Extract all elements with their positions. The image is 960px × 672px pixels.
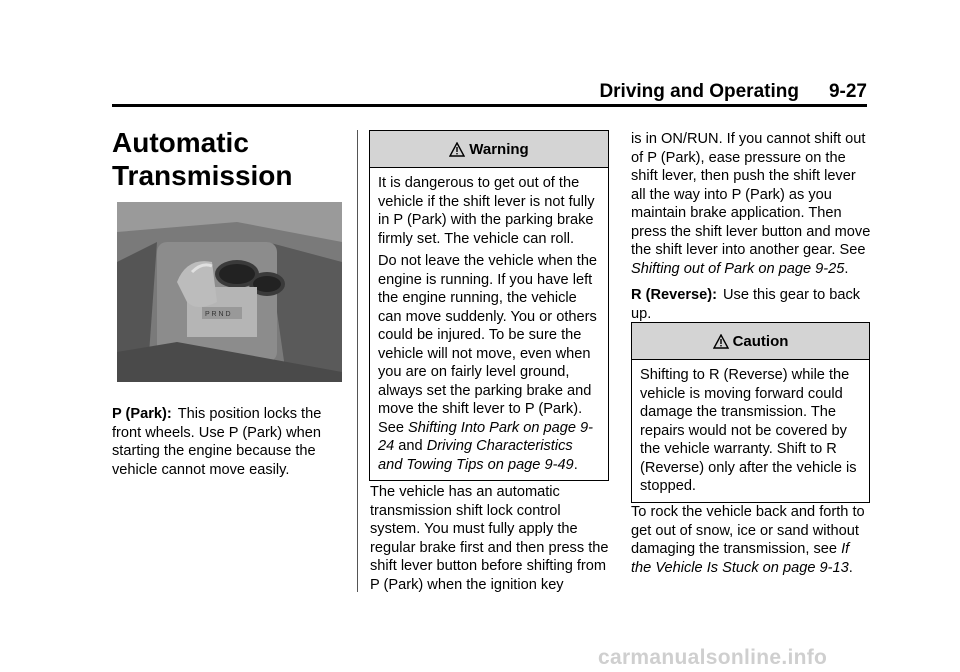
warning-paragraph-2: Do not leave the vehicle when the engine is running. If you have left the engine running, the vehicle can move suddenly. You or others could be injured. To be sure the vehicle will not move, even when you are on fairly level ground, always set the parking brake and move the shift lever to P (Park). See Shifting Into Park on page 9-24 and Driving Characteristics and Towing Tips on page 9-49. bbox=[378, 253, 598, 473]
section-title: Driving and Operating bbox=[599, 81, 799, 102]
page-header bbox=[599, 81, 867, 103]
warning-paragraph-1: It is dangerous to get out of the vehicle if the shift lever is not fully in P (Park) with the parking brake firmly set. The vehicle can roll. bbox=[378, 175, 595, 247]
caution-header bbox=[632, 323, 869, 360]
reverse-label: R (Reverse): bbox=[631, 287, 717, 303]
reverse-paragraph: R (Reverse): Use this gear to back up. bbox=[631, 287, 861, 322]
page-number: 9-27 bbox=[828, 81, 867, 102]
park-paragraph bbox=[112, 405, 347, 479]
park-label: P (Park): bbox=[112, 406, 172, 422]
right-column bbox=[631, 130, 871, 323]
caution-body: Shifting to R (Reverse) while the vehicle is moving forward could damage the transmission. The repairs would not be covered by the vehicle warranty. Shift to R (Reverse) only after the vehicle is stopped. bbox=[632, 360, 869, 502]
title-line-1: Automatic bbox=[112, 127, 249, 158]
shift-out-paragraph: is in ON/RUN. If you cannot shift out of P (Park), ease pressure on the shift lever, then push the shift lever all the way into P (Park) as you maintain brake application. Then press the shift lever button and move the shift lever into another gear. See Shifting out of Park on page 9-25. bbox=[631, 131, 871, 277]
shift-console-photo bbox=[117, 202, 342, 382]
xref-vehicle-stuck[interactable]: If the Vehicle Is Stuck on page 9-13 bbox=[631, 541, 850, 576]
warning-body bbox=[370, 168, 608, 480]
xref-shifting-into-park[interactable]: Shifting Into Park on page 9-24 bbox=[378, 419, 594, 454]
caution-icon bbox=[713, 334, 729, 349]
caution-box bbox=[631, 322, 870, 503]
watermark: carmanualsonline.info bbox=[598, 646, 828, 669]
svg-text:P R N D: P R N D bbox=[205, 311, 231, 318]
warning-icon bbox=[449, 142, 465, 157]
page-title bbox=[112, 126, 293, 192]
warning-header bbox=[370, 131, 608, 168]
header-rule bbox=[112, 104, 867, 107]
column-divider bbox=[357, 130, 358, 592]
shift-lock-paragraph: The vehicle has an automatic transmission shift lock control system. You must fully apply the regular brake first and then press the shift lever button before shifting from P (Park) when the ignition key bbox=[370, 484, 609, 593]
rock-vehicle-paragraph: To rock the vehicle back and forth to get out of snow, ice or sand without damaging the transmission, see If the Vehicle Is Stuck on page 9-13. bbox=[631, 504, 865, 576]
warning-title: Warning bbox=[469, 140, 529, 158]
caution-title: Caution bbox=[732, 332, 789, 350]
shift-console-illustration bbox=[117, 202, 342, 382]
xref-driving-characteristics[interactable]: Driving Characteristics and Towing Tips on page 9-49 bbox=[378, 438, 574, 473]
warning-box bbox=[369, 130, 609, 481]
park-text: This position locks the front wheels. Use P (Park) when starting the engine because the vehicle cannot move easily. bbox=[112, 406, 322, 478]
xref-shifting-out-of-park[interactable]: Shifting out of Park on page 9-25 bbox=[631, 260, 845, 277]
title-line-2: Transmission bbox=[112, 160, 293, 191]
